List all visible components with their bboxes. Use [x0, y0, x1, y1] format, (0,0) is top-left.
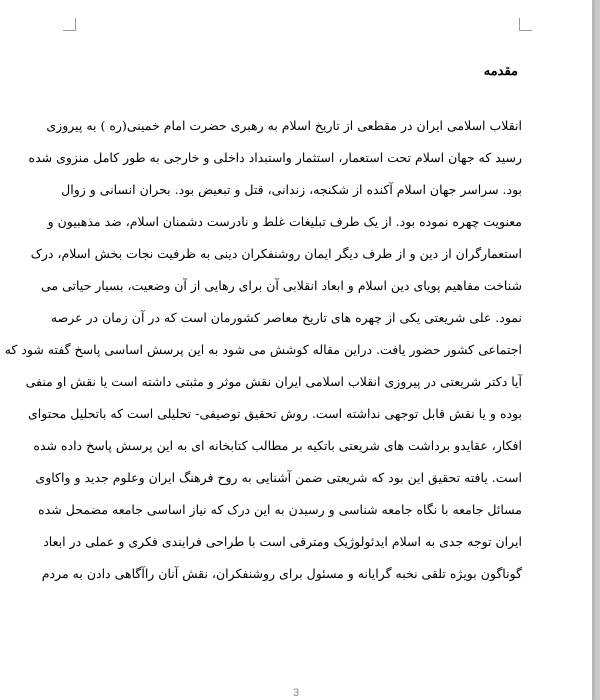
text-line: است. یافته تحقیق این بود که شریعتی ضمن آشنایی به روح فرهنگ ایران وعلوم جدید و واکاوی [35, 470, 522, 485]
page-number: 3 [292, 687, 300, 699]
text-line: بود. سراسر جهان اسلام آکنده از شکنجه، زندانی، قتل و تبعیض بود. بحران انسانی و زوال [61, 182, 522, 197]
text-line: ایران توجه جدی به اسلام ایدئولوژیک ومترقی است با طراحی فرایندی فکری و عملی در ابعاد [43, 534, 522, 549]
text-line: بوده و یا نقش قابل توجهی نداشته است. روش تحقیق توصیفی- تحلیلی است که باتحلیل محتوای [28, 406, 522, 421]
text-line: آیا دکتر شریعتی در پیروزی انقلاب اسلامی ایران نقش موثر و مثبتی داشته است یا نقش او منفی [25, 374, 522, 389]
margin-corner-marker [519, 18, 532, 31]
section-heading: مقدمه [483, 64, 518, 79]
text-line: استعمارگران از دین و از طرف دیگر ایمان روشنفکران دینی به ظرفیت نجات بخش اسلام، درک [30, 246, 522, 261]
body-paragraph[interactable] [4, 110, 522, 590]
text-line: گوناگون بویژه تلقی نخبه گرایانه و مسئول برای روشنفکران، نقش آنان راآگاهی دادن به مردم [41, 566, 522, 581]
margin-corner-marker [63, 18, 76, 31]
text-line: انقلاب اسلامی ایران در مقطعی از تاریخ اسلام به رهبری حضرت امام خمینی(ره ) به پیروزی [46, 118, 522, 133]
text-line: معنویت چهره نموده بود. از یک طرف تبلیغات غلط و نادرست دشمنان اسلام، ضد مذهبیون و [47, 214, 522, 229]
text-line: شناخت مفاهیم پویای دین اسلام و ابعاد انقلابی آن برای رهایی از آن وضعیت، بسیار حیاتی می [41, 278, 522, 293]
text-line: اجتماعی کشور حضور یافت. دراین مقاله کوشش می شود به این پرسش اساسی پاسخ گفته شود که [4, 342, 522, 357]
text-line: افکار، عقایدو برداشت های شریعتی باتکیه بر مطالب کتابخانه ای به این پرسش پاسخ داده شده [33, 438, 522, 453]
text-line: رسید که جهان اسلام تحت استعمار، استثمار واستبداد داخلی و خارجی به طور کامل منزوی شده [28, 150, 522, 165]
text-line: مسائل جامعه با نگاه جامعه شناسی و رسیدن به این درک که نیاز اساسی جامعه مضمحل شده [38, 502, 522, 517]
text-line: نمود. علی شریعتی یکی از چهره های تاریخ معاصر کشورمان است که در آن زمان در عرصه [50, 310, 522, 325]
